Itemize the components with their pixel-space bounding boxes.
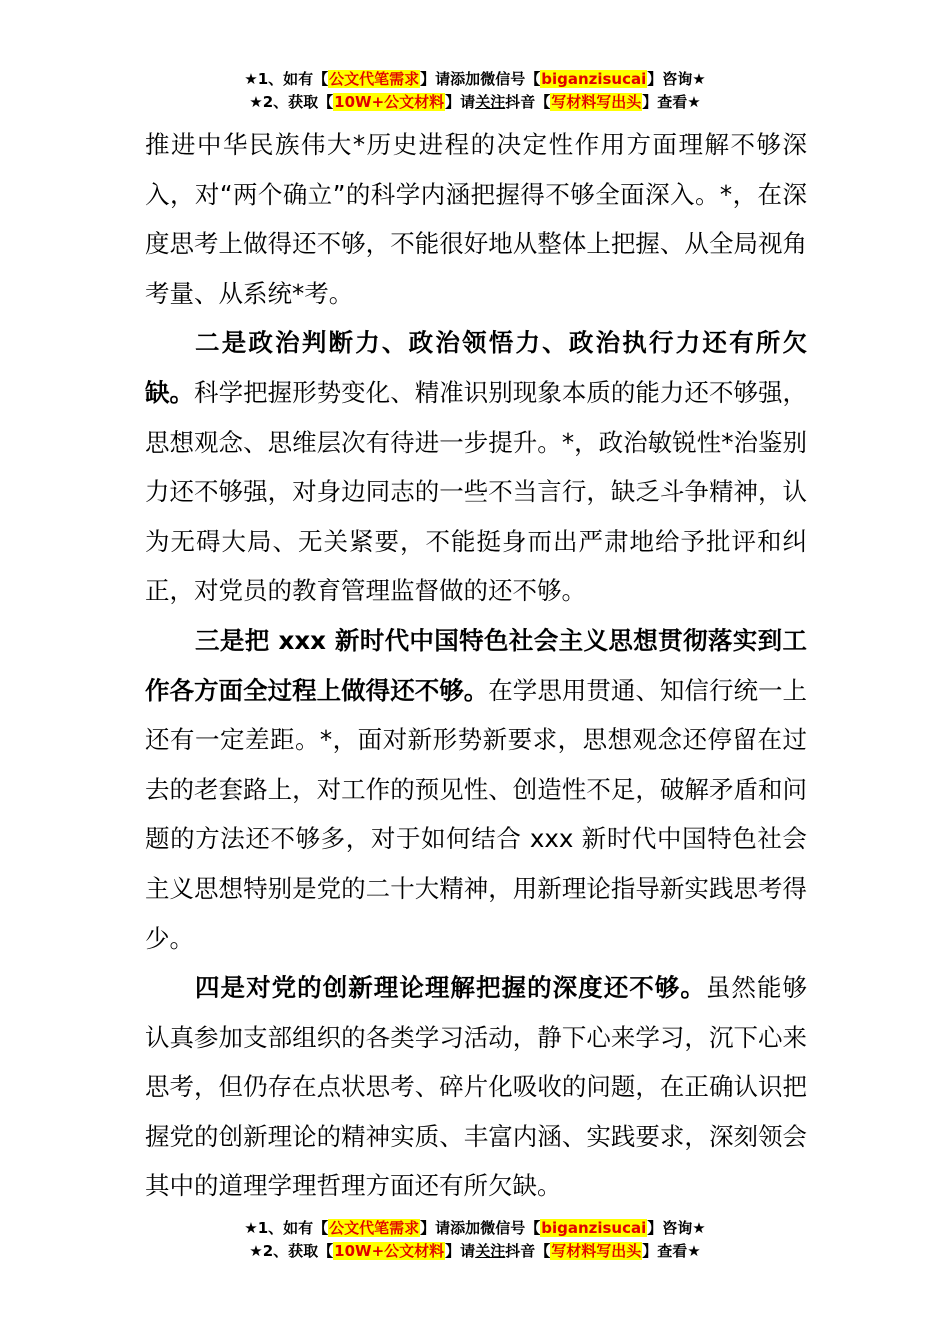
paragraph-point-2	[145, 318, 807, 616]
paragraph-heading: 四是对党的创新理论理解把握的深度还不够。	[195, 973, 706, 1003]
star-icon: ★	[244, 1219, 258, 1237]
paragraph-text: 虽然能够认真参加支部组织的各类学习活动，静下心来学习，沉下心来思考，但仍存在点状思考、碎片化吸收的问题，在正确认识把握党的创新理论的精神实质、丰富内涵、实践要求，深刻领会其中的道理学理哲理方面还有所欠缺。	[145, 973, 808, 1201]
banner-text: 】查看	[642, 1242, 688, 1260]
star-icon: ★	[692, 70, 706, 88]
banner-text: 】请	[445, 93, 476, 111]
banner-text: 微信号【	[480, 70, 541, 88]
banner-text: 1、如有【	[257, 1219, 329, 1237]
banner-line-1	[0, 1217, 950, 1240]
paragraph-continuation	[145, 120, 807, 318]
underlined-text: 关注	[475, 1242, 506, 1260]
star-icon: ★	[244, 70, 258, 88]
paragraph-text: 在学思用贯通、知信行统一上还有一定差距。*，面对新形势新要求，思想观念还停留在过去的老套路上，对工作的预见性、创造性不足，破解矛盾和问题的方法还不够多，对于如何结合 xxx 新时代中国特色社会主义思想特别是党的二十大精神，用新理论指导新实践思考得少。	[145, 675, 808, 953]
star-icon: ★	[692, 1219, 706, 1237]
footer-banner	[0, 1217, 950, 1263]
banner-text: 抖音【	[505, 93, 551, 111]
banner-text: 抖音【	[505, 1242, 551, 1260]
banner-text: 】请	[445, 1242, 476, 1260]
highlight-service: 公文代笔需求	[329, 70, 420, 88]
paragraph-heading: 三是把 xxx 新时代中国特色社会主义思想贯彻落实到工作各方面全过程上做得还不够。	[145, 625, 807, 705]
banner-text: 】请添加	[420, 70, 481, 88]
banner-text: 】咨询	[647, 1219, 693, 1237]
underlined-text: 关注	[475, 93, 506, 111]
highlight-service: 公文代笔需求	[329, 1219, 420, 1237]
star-icon: ★	[687, 1242, 701, 1260]
paragraph-point-3	[145, 616, 807, 963]
banner-text: 】查看	[642, 93, 688, 111]
star-icon: ★	[687, 93, 701, 111]
banner-line-2	[0, 91, 950, 114]
banner-text: 2、获取【	[262, 93, 334, 111]
wechat-id: biganzisucai	[541, 1219, 647, 1237]
paragraph-text: 推进中华民族伟大*历史进程的决定性作用方面理解不够深入，对“两个确立”的科学内涵把握得不够全面深入。*，在深度思考上做得还不够，不能很好地从整体上把握、从全局视角考量、从系统*考。	[145, 130, 807, 308]
banner-text: 微信号【	[480, 1219, 541, 1237]
document-body	[145, 120, 807, 1211]
douyin-account: 写材料写出头	[551, 93, 642, 111]
header-banner	[0, 68, 950, 114]
banner-line-1	[0, 68, 950, 91]
banner-text: 1、如有【	[257, 70, 329, 88]
highlight-materials: 10W+公文材料	[334, 93, 445, 111]
highlight-materials: 10W+公文材料	[334, 1242, 445, 1260]
paragraph-heading: 二是政治判断力、政治领悟力、政治执行力还有所欠缺。	[145, 328, 807, 407]
paragraph-point-4	[145, 963, 807, 1211]
banner-text: 2、获取【	[262, 1242, 334, 1260]
banner-text: 】咨询	[647, 70, 693, 88]
star-icon: ★	[249, 1242, 263, 1260]
douyin-account: 写材料写出头	[551, 1242, 642, 1260]
paragraph-text: 科学把握形势变化、精准识别现象本质的能力还不够强，思想观念、思维层次有待进一步提升。*，政治敏锐性*治鉴别力还不够强，对身边同志的一些不当言行，缺乏斗争精神，认为无碍大局、无关紧要，不能挺身而出严肃地给予批评和纠正，对党员的教育管理监督做的还不够。	[145, 377, 808, 606]
banner-line-2	[0, 1240, 950, 1263]
banner-text: 】请添加	[420, 1219, 481, 1237]
wechat-id: biganzisucai	[541, 70, 647, 88]
star-icon: ★	[249, 93, 263, 111]
